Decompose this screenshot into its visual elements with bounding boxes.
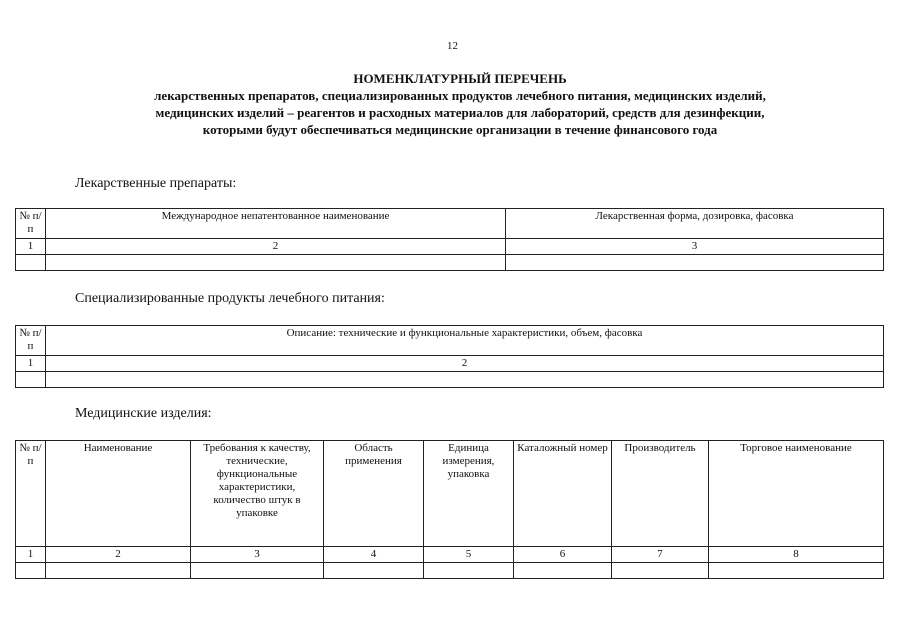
column-number: 4 bbox=[324, 547, 424, 563]
empty-cell[interactable] bbox=[46, 372, 884, 388]
column-number: 8 bbox=[709, 547, 884, 563]
column-number: 1 bbox=[16, 356, 46, 372]
nutrition-table bbox=[15, 325, 884, 388]
column-number: 2 bbox=[46, 239, 506, 255]
empty-cell[interactable] bbox=[16, 255, 46, 271]
empty-cell[interactable] bbox=[424, 563, 514, 579]
column-number: 7 bbox=[612, 547, 709, 563]
column-number: 3 bbox=[191, 547, 324, 563]
section-label-drugs: Лекарственные препараты: bbox=[75, 176, 237, 191]
header-cell: Производитель bbox=[612, 441, 709, 547]
column-number-row bbox=[16, 356, 884, 372]
table-header-row bbox=[16, 209, 884, 239]
empty-cell[interactable] bbox=[16, 563, 46, 579]
header-cell: Описание: технические и функциональные характеристики, объем, фасовка bbox=[46, 326, 884, 356]
column-number: 3 bbox=[506, 239, 884, 255]
header-cell: Лекарственная форма, дозировка, фасовка bbox=[506, 209, 884, 239]
column-number-row bbox=[16, 239, 884, 255]
section-label-devices: Медицинские изделия: bbox=[75, 406, 212, 421]
section-label-nutrition: Специализированные продукты лечебного питания: bbox=[75, 291, 385, 306]
document-subtitle-line-2: медицинских изделий – реагентов и расходных материалов для лабораторий, средств для дезинфекции, bbox=[155, 105, 765, 120]
empty-cell[interactable] bbox=[612, 563, 709, 579]
table-row bbox=[16, 372, 884, 388]
column-number: 2 bbox=[46, 547, 191, 563]
column-number: 6 bbox=[514, 547, 612, 563]
header-cell: Единица измерения, упаковка bbox=[424, 441, 514, 547]
document-subtitle-line-1: лекарственных препаратов, специализированных продуктов лечебного питания, медицинских изделий, bbox=[154, 88, 766, 103]
table-row bbox=[16, 563, 884, 579]
column-number-row bbox=[16, 547, 884, 563]
empty-cell[interactable] bbox=[324, 563, 424, 579]
column-number: 2 bbox=[46, 356, 884, 372]
header-cell: Международное непатентованное наименование bbox=[46, 209, 506, 239]
devices-table bbox=[15, 440, 884, 579]
table-header-row bbox=[16, 326, 884, 356]
column-number: 1 bbox=[16, 547, 46, 563]
header-cell: № п/п bbox=[16, 209, 46, 239]
table-row bbox=[16, 255, 884, 271]
header-cell: Каталожный номер bbox=[514, 441, 612, 547]
empty-cell[interactable] bbox=[46, 563, 191, 579]
header-cell: Торговое наименование bbox=[709, 441, 884, 547]
empty-cell[interactable] bbox=[191, 563, 324, 579]
empty-cell[interactable] bbox=[709, 563, 884, 579]
column-number: 1 bbox=[16, 239, 46, 255]
drugs-table bbox=[15, 208, 884, 271]
header-cell: Требования к качеству, технические, функциональные характеристики, количество штук в упаковке bbox=[191, 441, 324, 547]
empty-cell[interactable] bbox=[506, 255, 884, 271]
header-cell: Область применения bbox=[324, 441, 424, 547]
page-number: 12 bbox=[447, 40, 458, 52]
table-header-row bbox=[16, 441, 884, 547]
empty-cell[interactable] bbox=[46, 255, 506, 271]
header-cell: № п/п bbox=[16, 326, 46, 356]
document-title: НОМЕНКЛАТУРНЫЙ ПЕРЕЧЕНЬ bbox=[353, 71, 567, 86]
empty-cell[interactable] bbox=[16, 372, 46, 388]
column-number: 5 bbox=[424, 547, 514, 563]
document-subtitle-line-3: которыми будут обеспечиваться медицинские организации в течение финансового года bbox=[202, 122, 718, 137]
header-cell: Наименование bbox=[46, 441, 191, 547]
header-cell: № п/п bbox=[16, 441, 46, 547]
empty-cell[interactable] bbox=[514, 563, 612, 579]
